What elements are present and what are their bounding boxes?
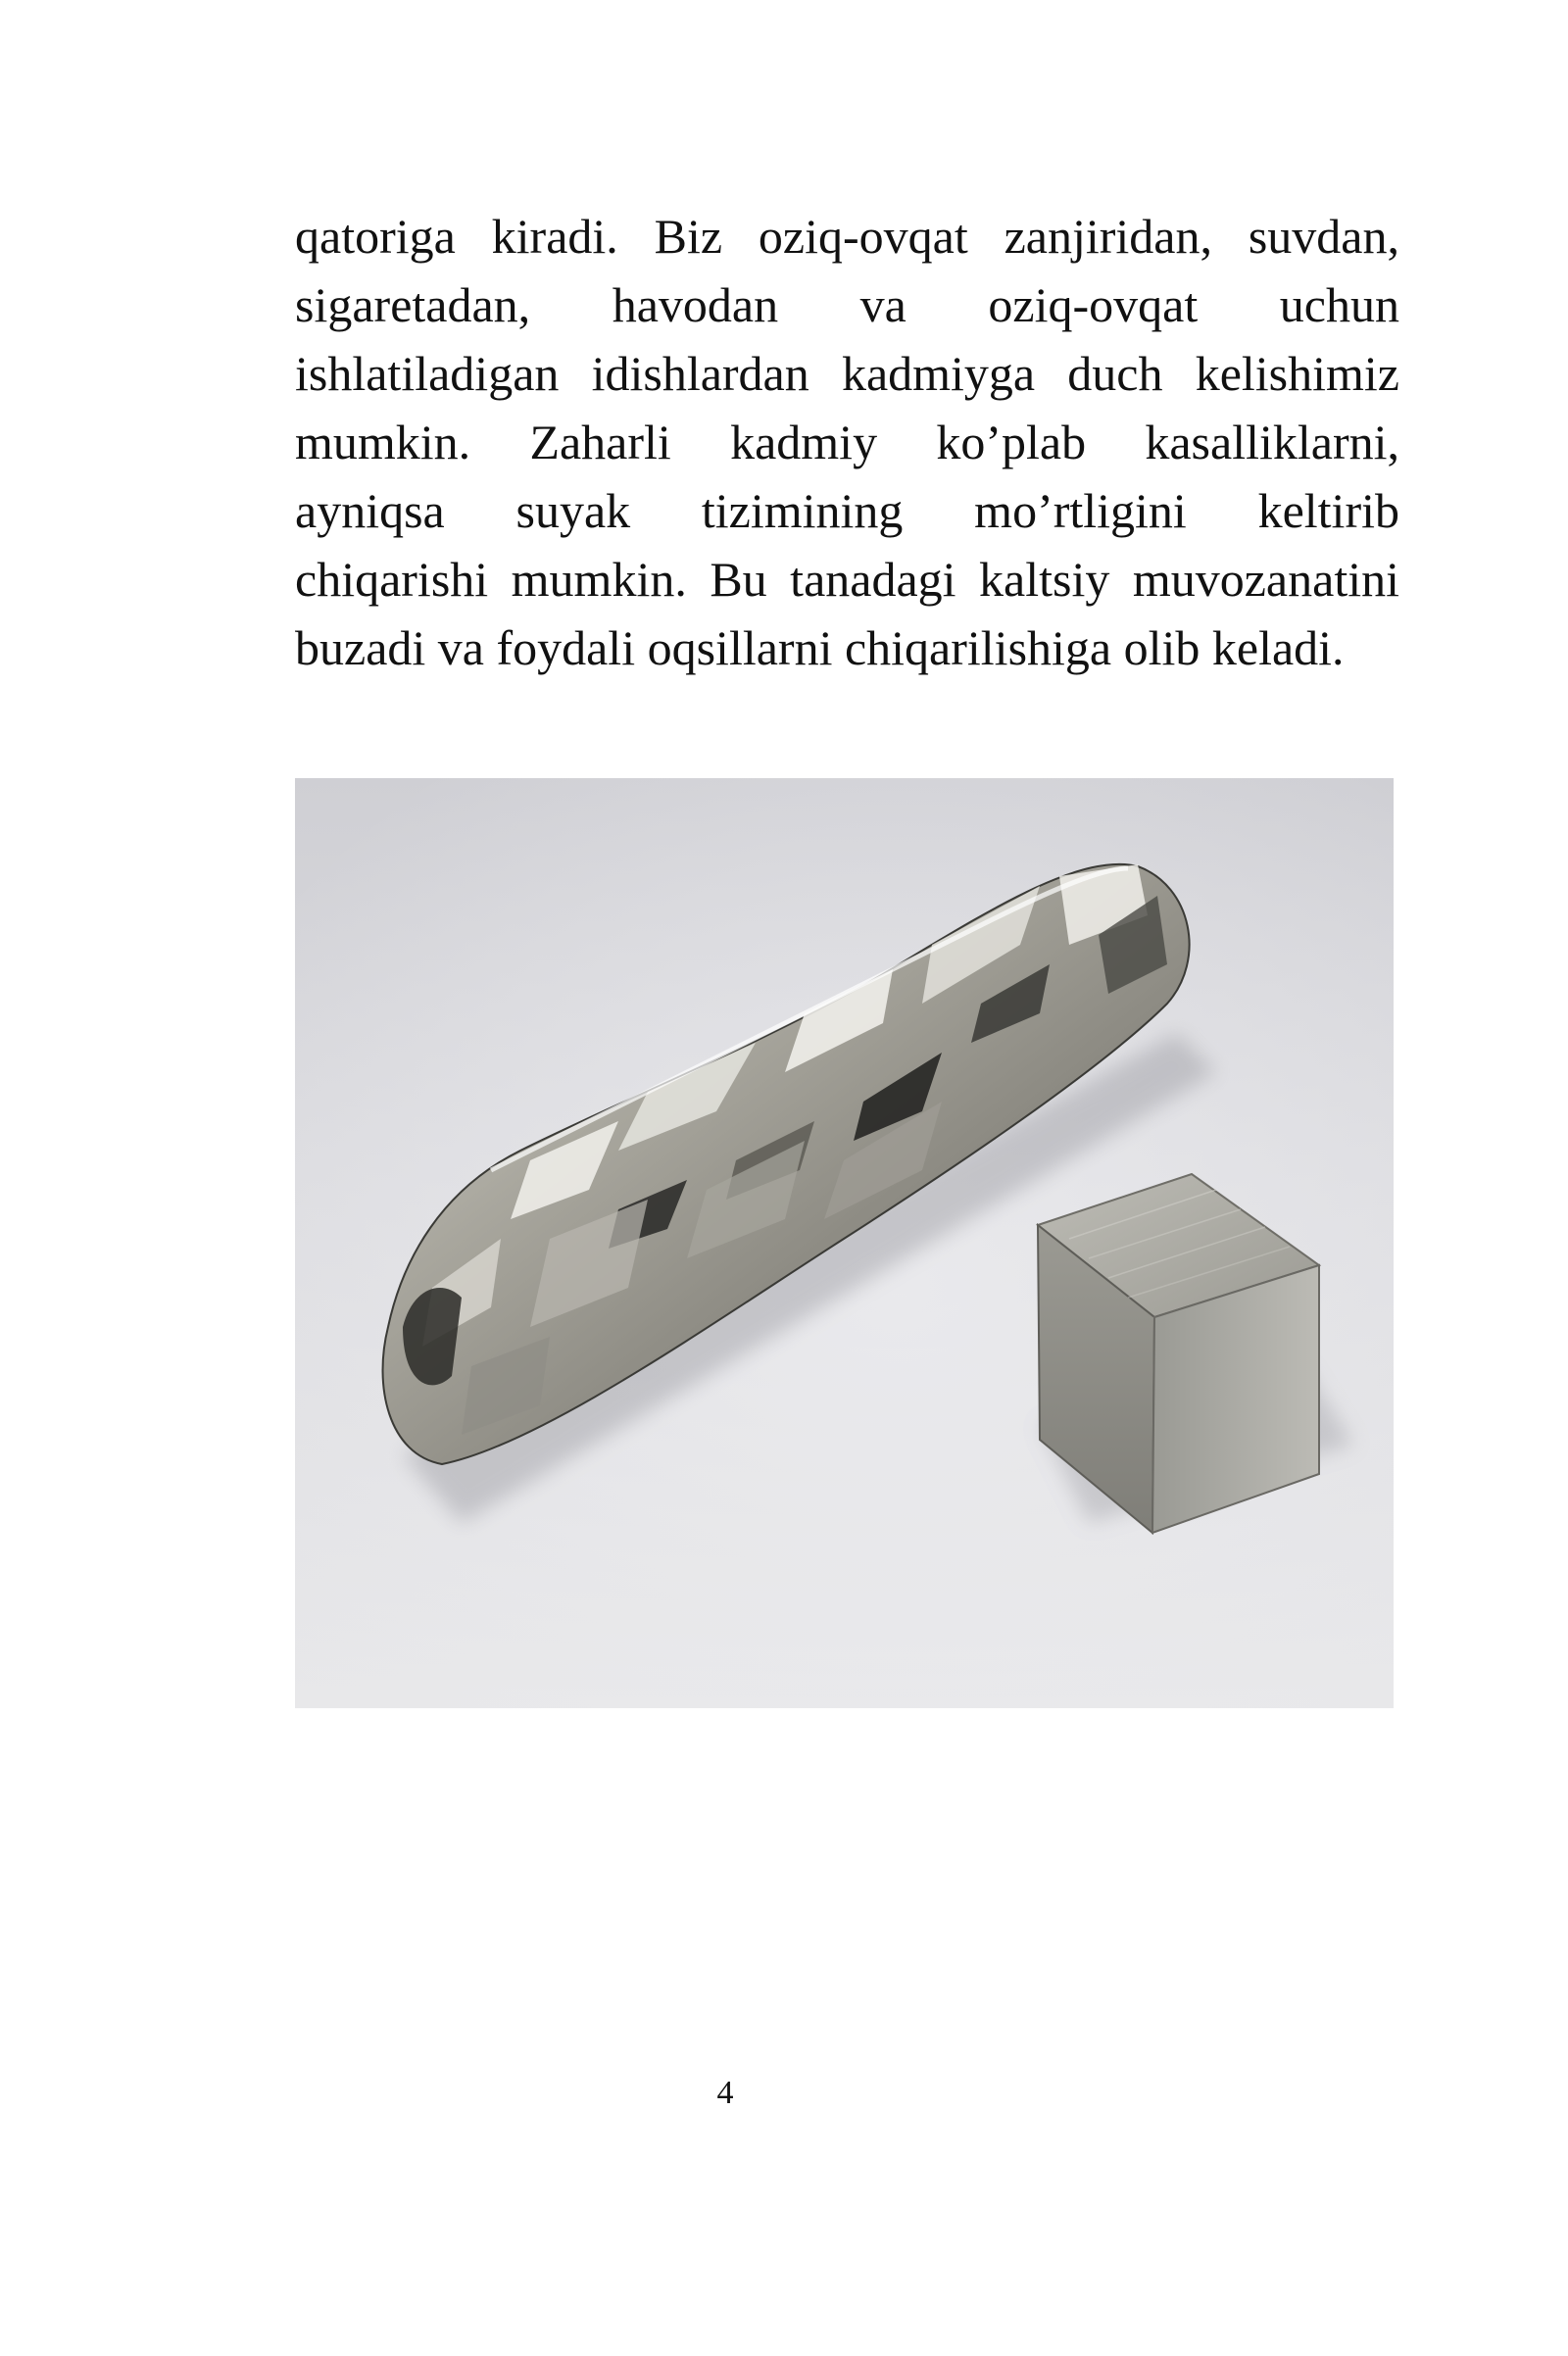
- paragraph-line: mumkin. Zaharli kadmiy ko’plab kasalliklarni,: [295, 415, 1399, 469]
- paragraph-line: sigaretadan, havodan va oziq-ovqat uchun: [295, 277, 1399, 332]
- cadmium-photo-illustration: [295, 778, 1394, 1708]
- page-number: 4: [716, 2075, 734, 2111]
- paragraph-line: ayniqsa suyak tizimining mo’rtligini keltirib: [295, 483, 1399, 538]
- paragraph-line: ishlatiladigan idishlardan kadmiyga duch kelishimiz: [295, 346, 1399, 401]
- paragraph-line: chiqarishi mumkin. Bu tanadagi kaltsiy muvozanatini: [295, 552, 1399, 607]
- cadmium-metal-photo: [295, 778, 1394, 1708]
- body-paragraph: [295, 202, 1399, 682]
- paragraph-line: buzadi va foydali oqsillarni chiqarilishiga olib keladi.: [295, 620, 1345, 675]
- paragraph-line: qatoriga kiradi. Biz oziq-ovqat zanjiridan, suvdan,: [295, 209, 1399, 264]
